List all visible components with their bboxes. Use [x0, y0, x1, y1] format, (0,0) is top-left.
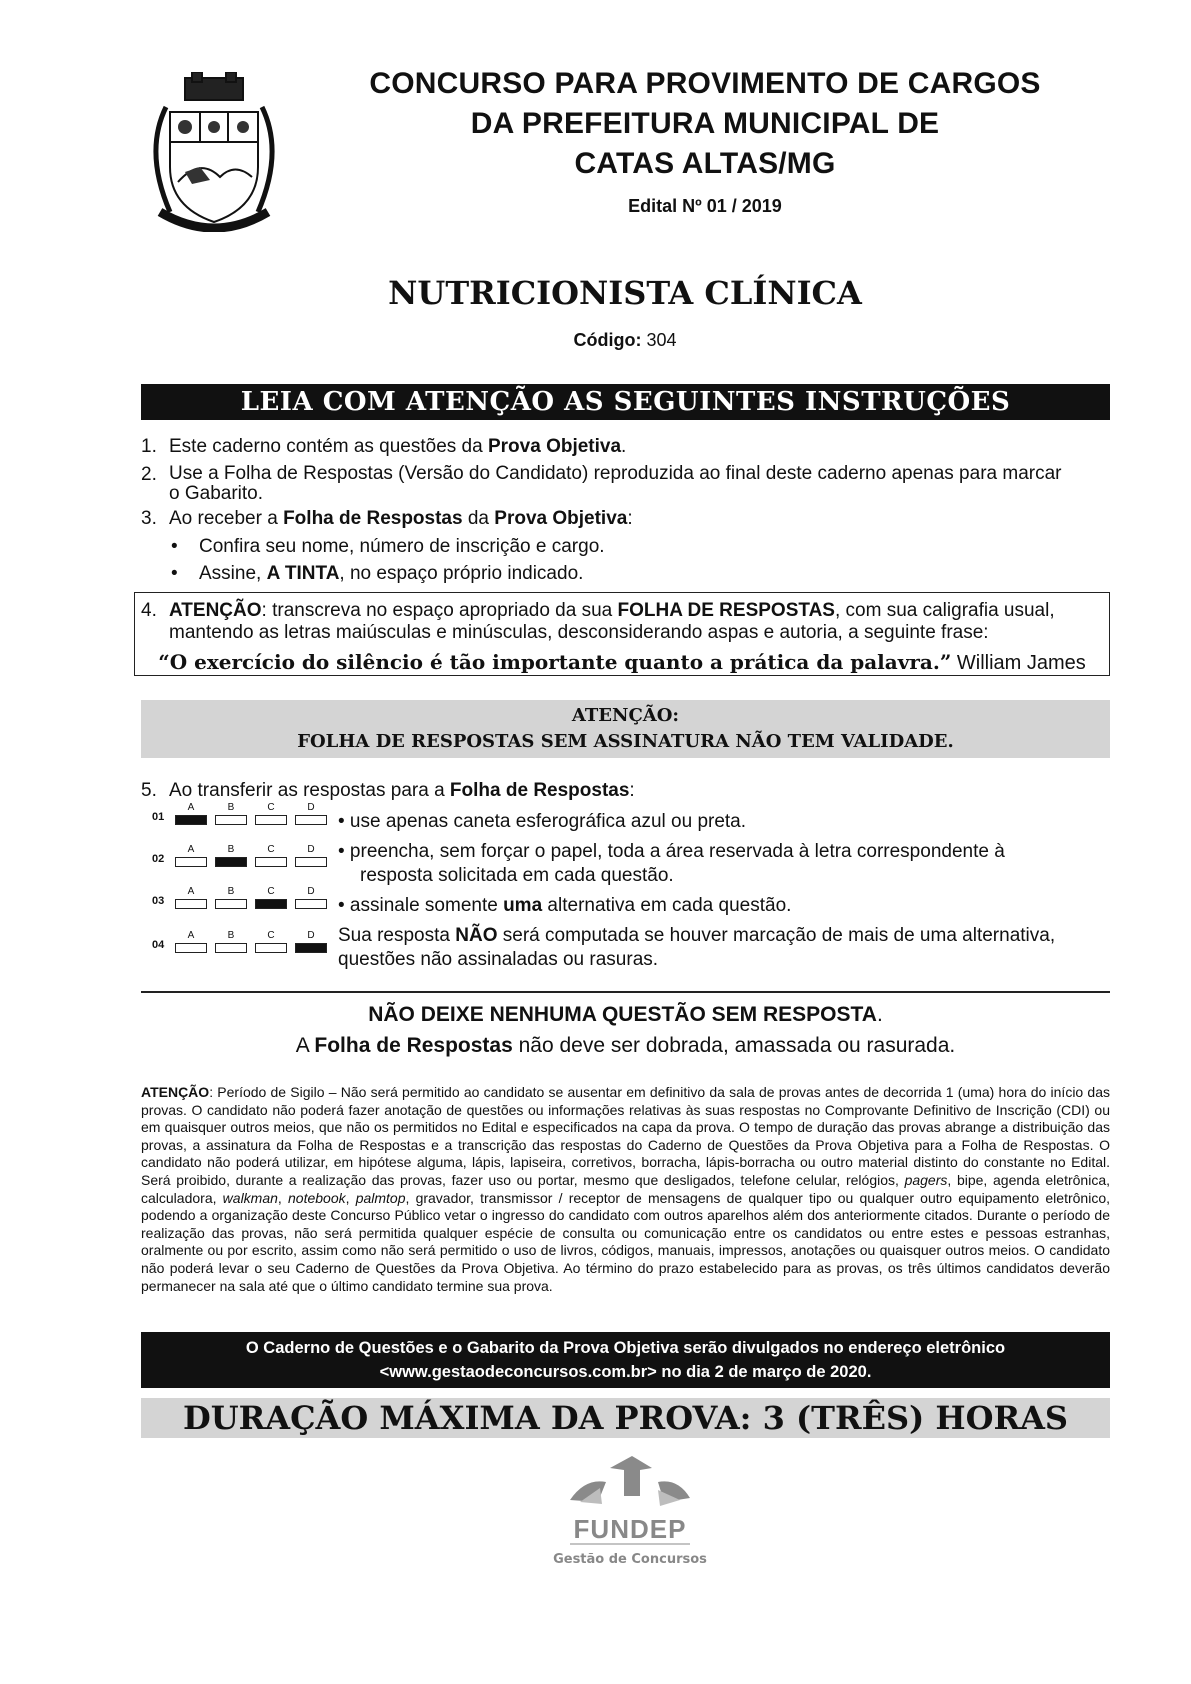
secrecy-notice-walkman: walkman: [222, 1189, 278, 1206]
option-letter: C: [267, 844, 275, 855]
example-row-number: 04: [152, 939, 165, 951]
instruction-3-d: Prova Objetiva: [494, 508, 628, 529]
option-box: [295, 899, 327, 909]
instruction-1-end: .: [621, 436, 627, 457]
no-blank-warning-text: NÃO DEIXE NENHUMA QUESTÃO SEM RESPOSTA: [368, 1003, 877, 1026]
divider: [141, 991, 1110, 993]
sheet-care-b: Folha de Respostas: [314, 1034, 513, 1057]
option-box: [255, 943, 287, 953]
option-letter: A: [187, 844, 195, 855]
instruction-2-line2: o Gabarito.: [169, 483, 263, 504]
instruction-1-text: Este caderno contém as questões da: [169, 436, 488, 457]
option-box: [215, 815, 247, 825]
option-box: [255, 815, 287, 825]
rule-2: [338, 840, 1110, 888]
option-letter: A: [187, 930, 195, 941]
option-box-filled: [175, 815, 207, 825]
no-blank-warning-dot: .: [876, 1003, 883, 1026]
secrecy-notice-notebook: notebook: [288, 1189, 346, 1206]
sheet-care-c: não deve ser dobrada, amassada ou rasurada.: [512, 1034, 956, 1057]
transcription-quote: [134, 650, 1110, 675]
secrecy-notice: [141, 1084, 1110, 1295]
instruction-4-number: 4.: [141, 600, 157, 621]
option-letter: B: [227, 930, 235, 941]
sheet-care-a: A: [295, 1034, 315, 1057]
bullet-icon: •: [171, 563, 178, 584]
option-letter: C: [267, 802, 275, 813]
rule-2-line1: • preencha, sem forçar o papel, toda a área reservada à letra correspondente à: [338, 841, 1005, 862]
instruction-5-number: 5.: [141, 780, 157, 801]
option-box: [175, 857, 207, 867]
option-letter: A: [187, 886, 195, 897]
instruction-5-c: :: [629, 780, 635, 801]
option-letter: D: [307, 930, 315, 941]
bullet-icon: •: [171, 536, 178, 557]
option-box: [255, 857, 287, 867]
signature-warning-line2: FOLHA DE RESPOSTAS SEM ASSINATURA NÃO TEM VALIDADE.: [297, 731, 954, 752]
contest-title-line3: CATAS ALTAS/MG: [574, 147, 836, 180]
secrecy-notice-palmtop: palmtop: [355, 1189, 406, 1206]
publication-line2: <www.gestaodeconcursos.com.br> no dia 2 de março de 2020.: [379, 1363, 872, 1381]
option-letter: B: [227, 886, 235, 897]
option-box-filled: [215, 857, 247, 867]
option-box-filled: [295, 943, 327, 953]
rule-3-b: uma: [503, 895, 543, 916]
instruction-2-line1: Use a Folha de Respostas (Versão do Candidato) reproduzida ao final deste caderno apenas para marcar: [169, 463, 1062, 484]
example-row-number: 03: [152, 895, 165, 907]
secrecy-notice-p3: , gravador, transmissor / receptor de mensagens de qualquer tipo ou qualquer outro equipamento eletrônico, podendo a organização deste Concurso Público vetar o ingresso do candidato com outros aparelhos além dos anteriormente citados. Durante o período de realização das provas, não será permitida qualquer espécie de consulta ou comunicação entre os candidatos ou entre estes e pessoas estranhas, oralmente ou por escrito, assim como não será permitido o uso de livros, códigos, manuais, impressos, anotações ou quaisquer outros meios. O candidato não poderá levar o seu Caderno de Questões da Prova Objetiva. Ao término do prazo estabelecido para as provas, os três últimos candidatos deverão permanecer na sala até que o último candidato termine sua prova.: [141, 1189, 1110, 1294]
rule-3-a: • assinale somente: [338, 895, 504, 916]
quote-text: “O exercício do silêncio é tão importante quanto a prática da palavra.”: [158, 650, 952, 674]
rule-4-a: Sua resposta: [338, 925, 456, 946]
sheet-care-warning: [141, 1034, 1110, 1058]
fundep-tagline: Gestão de Concursos: [553, 1552, 707, 1567]
instruction-1-number: 1.: [141, 436, 157, 457]
instruction-3-b: Folha de Respostas: [283, 508, 463, 529]
bullet-1-text: Confira seu nome, número de inscrição e cargo.: [199, 536, 605, 557]
option-box: [175, 899, 207, 909]
instruction-5-a: Ao transferir as respostas para a: [169, 780, 450, 801]
secrecy-notice-pagers: pagers: [904, 1171, 948, 1188]
instruction-4-line2: mantendo as letras maiúsculas e minúsculas, desconsiderando aspas e autoria, a seguinte frase:: [169, 622, 989, 643]
job-code-label: Código:: [573, 330, 642, 350]
secrecy-notice-sep1: ,: [277, 1189, 288, 1206]
instruction-4-d: , com sua caligrafia usual,: [834, 600, 1055, 621]
instruction-3-c: da: [462, 508, 495, 529]
signature-warning-line1: ATENÇÃO:: [571, 705, 680, 726]
instruction-4-attention: ATENÇÃO: [169, 600, 262, 621]
example-row-02: [150, 844, 330, 868]
job-code: [140, 330, 1110, 351]
duration-bar: DURAÇÃO MÁXIMA DA PROVA: 3 (TRÊS) HORAS: [141, 1398, 1110, 1438]
option-letter: D: [307, 886, 315, 897]
publication-line1: O Caderno de Questões e o Gabarito da Prova Objetiva serão divulgados no endereço eletrônico: [245, 1339, 1006, 1357]
contest-title: [330, 64, 1080, 184]
instruction-3-a: Ao receber a: [169, 508, 284, 529]
municipal-crest-icon: [140, 72, 288, 232]
example-row-number: 01: [152, 811, 165, 823]
bullet-2-a: Assine,: [199, 563, 267, 584]
option-letter: D: [307, 802, 315, 813]
instruction-3-e: :: [627, 508, 633, 529]
option-letter: A: [187, 802, 195, 813]
quote-author: William James: [951, 652, 1086, 674]
secrecy-notice-p2: , bipe, agenda eletrônica, calculadora,: [141, 1171, 1110, 1206]
rule-1: • use apenas caneta esferográfica azul ou preta.: [338, 811, 747, 832]
option-letter: C: [267, 930, 275, 941]
secrecy-notice-sep2: ,: [345, 1189, 356, 1206]
example-row-01: [150, 802, 330, 826]
option-box: [215, 899, 247, 909]
secrecy-notice-p1: : Período de Sigilo – Não será permitido ao candidato se ausentar em definitivo da sala de provas antes de decorrida 1 (uma) hora do início das provas. O candidato não poderá fazer anotação de questões ou informações relativas às suas respostas no Comprovante Definitivo de Inscrição (CDI) ou em quaisquer outros meios, que não os permitidos no Edital e especificados na capa da prova. O tempo de duração das provas abrange a distribuição das provas, a assinatura da Folha de Respostas e a transcrição das respostas do Caderno de Questões da Prova Objetiva para a Folha de Respostas. O candidato não poderá utilizar, em hipótese alguma, lápis, lapiseira, corretivos, borracha, lápis-borracha ou outro material distinto do constante no Edital. Será proibido, durante a realização das provas, fazer uso ou portar, mesmo que desligados, telefone celular, relógios,: [141, 1084, 1110, 1188]
edital-number: Edital Nº 01 / 2019: [628, 196, 782, 216]
instruction-3-number: 3.: [141, 508, 157, 529]
publication-notice: [141, 1332, 1110, 1388]
rule-4-line2: questões não assinaladas ou rasuras.: [338, 949, 659, 970]
bullet-2-c: , no espaço próprio indicado.: [339, 563, 584, 584]
fundep-logo-icon: [540, 1450, 720, 1570]
rule-3-c: alternativa em cada questão.: [542, 895, 792, 916]
option-box: [215, 943, 247, 953]
fundep-brand: FUNDEP: [573, 1514, 687, 1544]
contest-title-line1: CONCURSO PARA PROVIMENTO DE CARGOS: [369, 67, 1041, 100]
option-box: [295, 857, 327, 867]
option-letter: B: [227, 802, 235, 813]
instruction-5-b: Folha de Respostas: [449, 780, 630, 801]
example-row-number: 02: [152, 853, 165, 865]
secrecy-notice-label: ATENÇÃO: [141, 1084, 210, 1100]
instruction-4-c: FOLHA DE RESPOSTAS: [617, 600, 835, 621]
contest-title-line2: DA PREFEITURA MUNICIPAL DE: [470, 107, 940, 140]
instruction-2-number: 2.: [141, 464, 157, 485]
rule-4: [338, 924, 1110, 972]
signature-warning-bar: [141, 700, 1110, 758]
option-box: [175, 943, 207, 953]
instruction-4-b: : transcreva no espaço apropriado da sua: [261, 600, 618, 621]
rule-2-line2: resposta solicitada em cada questão.: [360, 865, 674, 886]
option-letter: D: [307, 844, 315, 855]
option-letter: B: [227, 844, 235, 855]
option-box-filled: [255, 899, 287, 909]
rule-3: [338, 894, 1110, 918]
no-blank-warning: [141, 1003, 1110, 1027]
example-row-03: [150, 886, 330, 910]
rule-4-b: NÃO: [455, 925, 498, 946]
bullet-2-b: A TINTA: [266, 563, 340, 584]
rule-4-c: será computada se houver marcação de mais de uma alternativa,: [497, 925, 1056, 946]
job-code-value: 304: [646, 330, 677, 350]
instructions-heading: LEIA COM ATENÇÃO AS SEGUINTES INSTRUÇÕES: [141, 384, 1110, 420]
example-row-04: [150, 930, 330, 954]
option-letter: C: [267, 886, 275, 897]
instruction-1-bold: Prova Objetiva: [487, 436, 622, 457]
option-box: [295, 815, 327, 825]
job-title: NUTRICIONISTA CLÍNICA: [388, 274, 862, 312]
